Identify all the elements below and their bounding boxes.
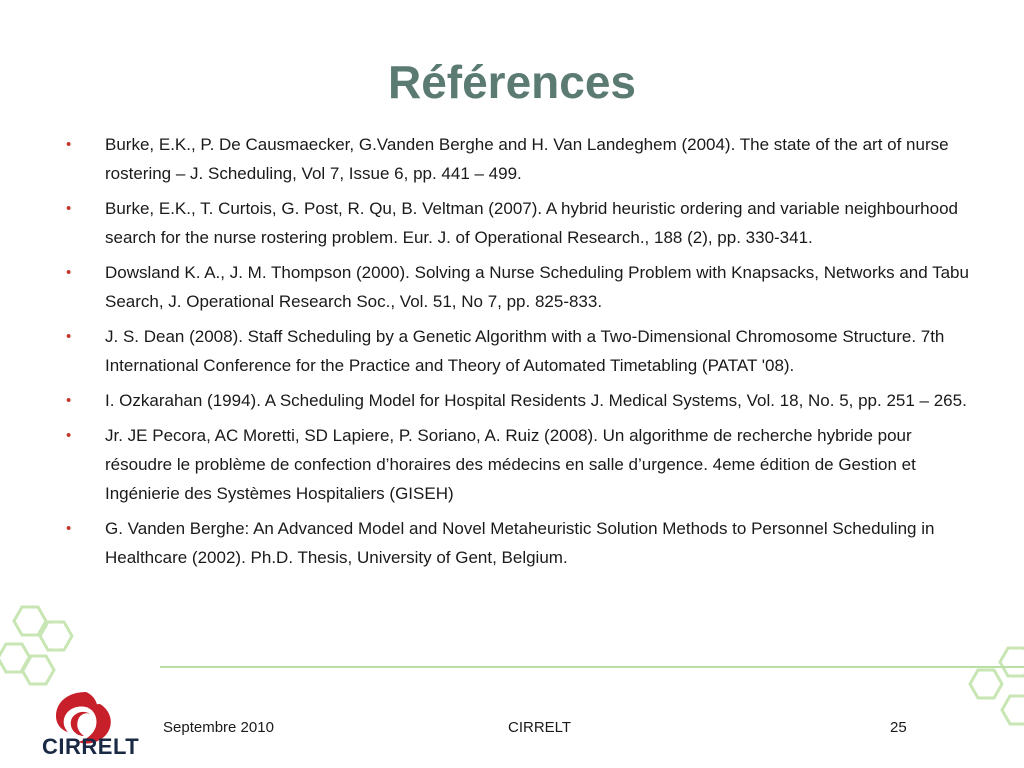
reference-item: • Dowsland K. A., J. M. Thompson (2000). Solving a Nurse Scheduling Problem with Knapsacks, Networks and Tabu Search, J. Operational Research Soc., Vol. 51, No 7, pp. 825-833.	[62, 258, 974, 316]
footer-center: CIRRELT	[508, 719, 572, 736]
bullet-icon: •	[66, 200, 72, 217]
bullet-icon: •	[66, 392, 72, 409]
reference-item: • J. S. Dean (2008). Staff Scheduling by a Genetic Algorithm with a Two-Dimensional Chromosome Structure. 7th International Conference for the Practice and Theory of Automated Timetabling (PATAT '08).	[62, 322, 974, 380]
footer-divider	[160, 666, 1024, 668]
reference-item: • G. Vanden Berghe: An Advanced Model and Novel Metaheuristic Solution Methods to Personnel Scheduling in Healthcare (2002). Ph.D. Thesis, University of Gent, Belgium.	[62, 514, 974, 572]
hexagon-decoration-left	[0, 598, 100, 688]
reference-item: • Burke, E.K., T. Curtois, G. Post, R. Qu, B. Veltman (2007). A hybrid heuristic ordering and variable neighbourhood search for the nurse rostering problem. Eur. J. of Operational Research., 188 (2), pp. 330-341.	[62, 194, 974, 252]
bullet-icon: •	[66, 264, 72, 281]
bullet-icon: •	[66, 136, 72, 153]
reference-item: • Jr. JE Pecora, AC Moretti, SD Lapiere, P. Soriano, A. Ruiz (2008). Un algorithme de recherche hybride pour résoudre le problème de confection d’horaires des médecins en salle d’urgence. 4eme édition de Gestion et Ingénierie des Systèmes Hospitaliers (GISEH)	[62, 421, 974, 508]
reference-item: • Burke, E.K., P. De Causmaecker, G.Vanden Berghe and H. Van Landeghem (2004). The state of the art of nurse rostering – J. Scheduling, Vol 7, Issue 6, pp. 441 – 499.	[62, 130, 974, 188]
reference-item: • I. Ozkarahan (1994). A Scheduling Model for Hospital Residents J. Medical Systems, Vol. 18, No. 5, pp. 251 – 265.	[62, 386, 974, 415]
bullet-icon: •	[66, 520, 72, 537]
footer-date: Septembre 2010	[163, 719, 274, 736]
hexagon-decoration-right	[948, 640, 1024, 730]
reference-list	[62, 130, 974, 578]
page-number: 25	[890, 719, 907, 736]
bullet-icon: •	[66, 427, 72, 444]
logo-text: CIRRELT	[42, 734, 140, 759]
slide-title: Références	[387, 56, 637, 108]
bullet-icon: •	[66, 328, 72, 345]
